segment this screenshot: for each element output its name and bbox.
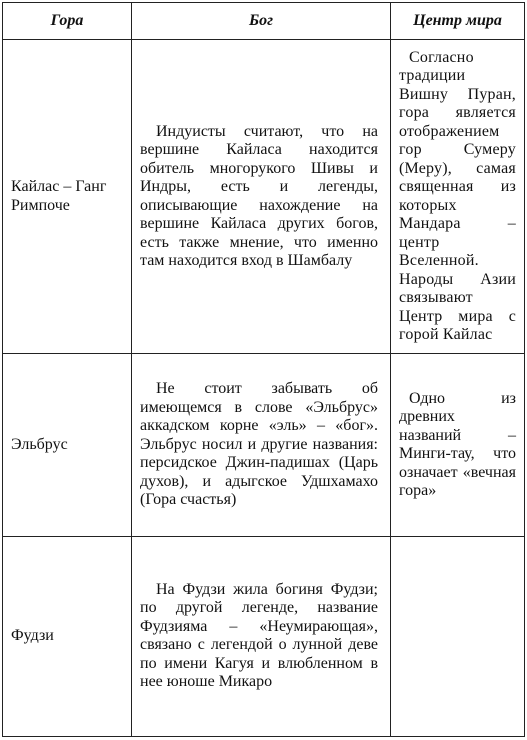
god-cell: Не стоит забывать об имеющемся в слове «Эльбрус» аккадском корне «эль» – «бог». Эльбрус носил и другие названия: персидское Джин-падишах (Царь духов), и адыгское Удшхамахо (Гора счастья) xyxy=(132,354,391,536)
mountain-name-cell: Эльбрус xyxy=(3,354,132,536)
table-header-row xyxy=(3,3,525,40)
header-world-center: Центр мира xyxy=(391,3,525,40)
mountain-name-cell: Фудзи xyxy=(3,536,132,736)
god-cell: На Фудзи жила богиня Фудзи; по другой легенде, название Фудзияма – «Неумирающая», связано с легендой о лунной деве по имени Кагуя и влюбленном в нее юноше Микаро xyxy=(132,536,391,736)
table-row xyxy=(3,354,525,536)
god-cell: Индуисты считают, что на вершине Кайласа находится обитель многорукого Шивы и Индры, есть и легенды, описывающие нахождение на вершине Кайласа других богов, есть также мнение, что именно там находится вход в Шамбалу xyxy=(132,40,391,354)
world-center-cell: Одно из древних названий – Минги-тау, что означает «вечная гора» xyxy=(391,354,525,536)
table-row xyxy=(3,40,525,354)
mountains-table xyxy=(2,2,525,737)
world-center-cell: Согласно традиции Вишну Пуран, гора является отображением гор Сумеру (Меру), самая священная из которых Мандара – центр Вселенной. Народы Азии связывают Центр мира с горой Кайлас xyxy=(391,40,525,354)
world-center-cell xyxy=(391,536,525,736)
mountain-name-cell: Кайлас – Ганг Римпоче xyxy=(3,40,132,354)
table-row xyxy=(3,536,525,736)
header-god: Бог xyxy=(132,3,391,40)
header-mountain: Гора xyxy=(3,3,132,40)
